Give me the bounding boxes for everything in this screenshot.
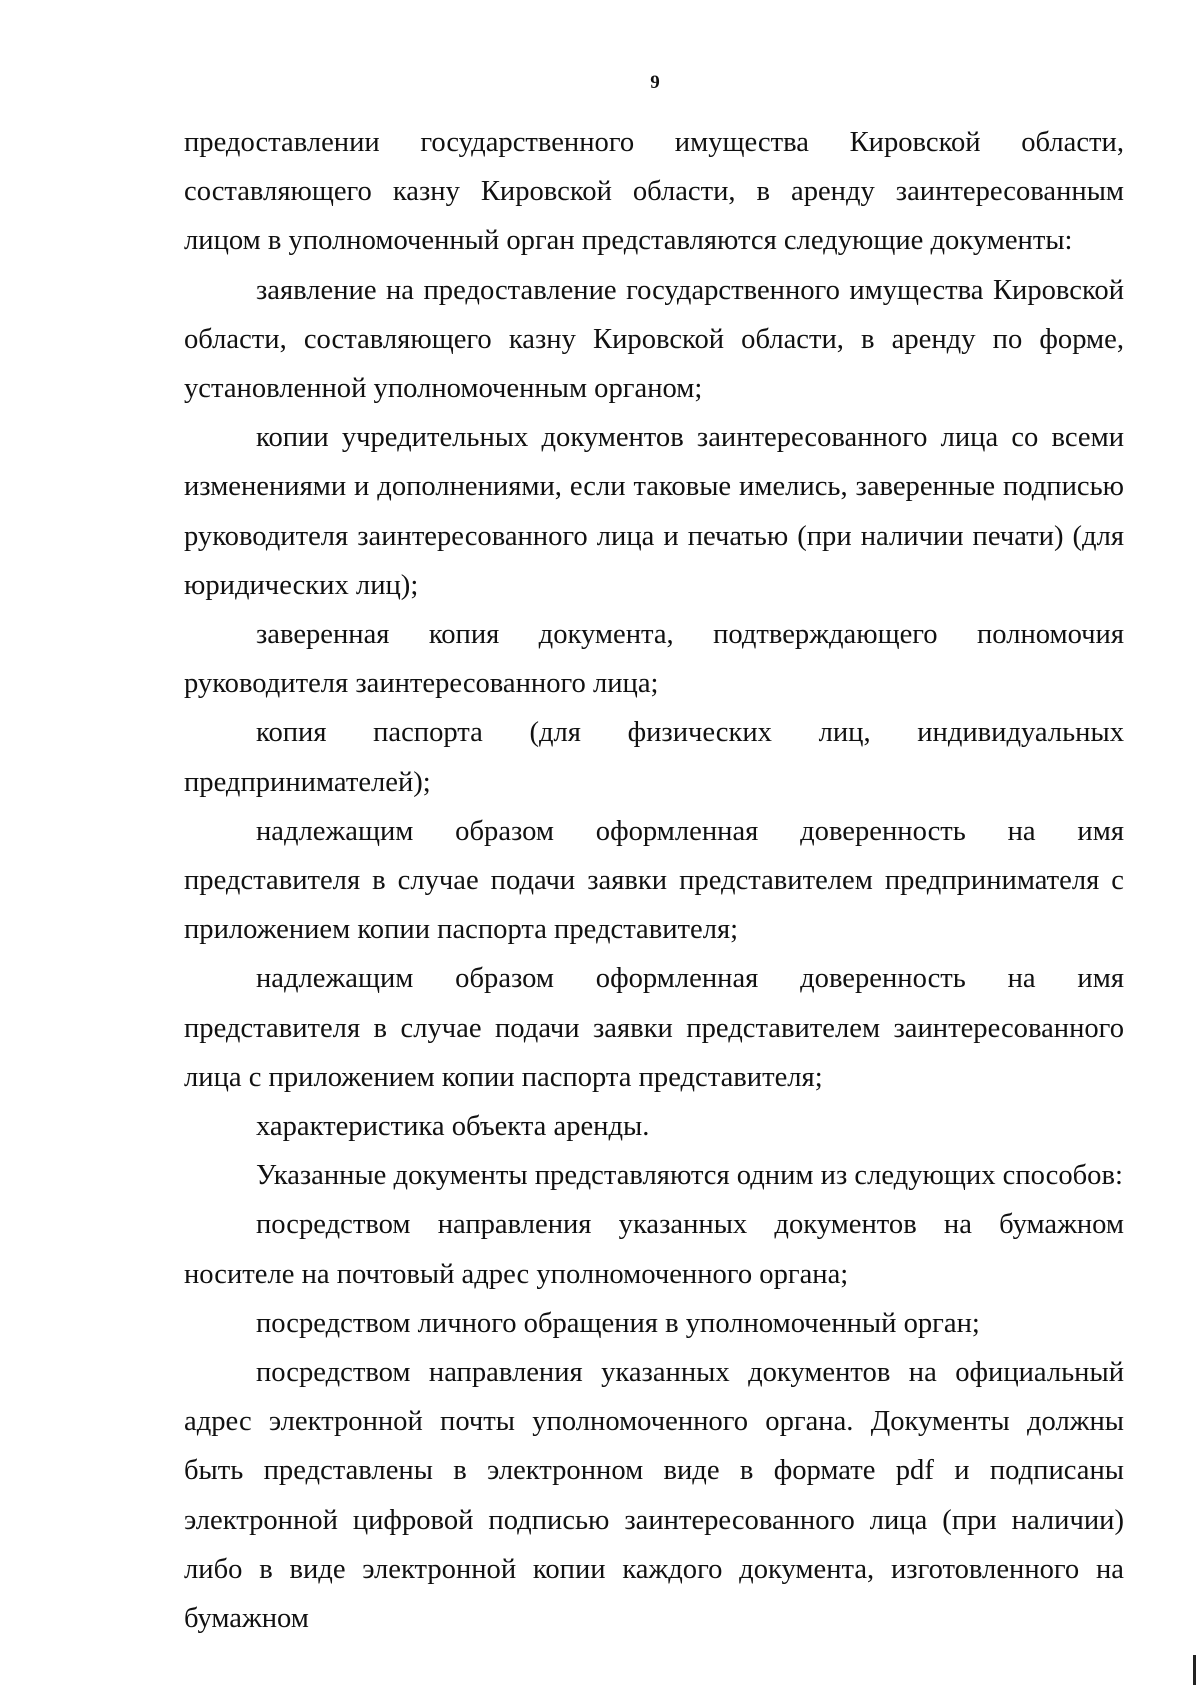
paragraph-power-of-attorney-party: надлежащим образом оформленная доверенность на имя представителя в случае подачи заявки представителем заинтересованного лица с приложением копии паспорта представителя; <box>184 963 1124 1093</box>
paragraph-object-characteristics: характеристика объекта аренды. <box>256 1111 650 1143</box>
document-body <box>184 118 1124 1643</box>
paragraph-founding-documents: копии учредительных документов заинтересованного лица со всеми изменениями и дополнениями, если таковые имелись, заверенные подписью руководителя заинтересованного лица и печатью (при наличии печати) (для юридических лиц); <box>184 422 1124 601</box>
paragraph-authority-document: заверенная копия документа, подтверждающего полномочия руководителя заинтересованного лица; <box>184 619 1124 700</box>
page-number: 9 <box>650 72 660 93</box>
paragraph-submission-methods: Указанные документы представляются одним из следующих способов: <box>256 1160 1123 1192</box>
paragraph-passport-copy: копия паспорта (для физических лиц, индивидуальных предпринимателей); <box>184 717 1124 798</box>
paragraph-method-post: посредством направления указанных документов на бумажном носителе на почтовый адрес уполномоченного органа; <box>184 1209 1124 1290</box>
paragraph-intro: предоставлении государственного имущества Кировской области, составляющего казну Кировской области, в аренду заинтересованным лицом в уполномоченный орган представляются следующие документы: <box>184 127 1124 257</box>
paragraph-method-email: посредством направления указанных документов на официальный адрес электронной почты уполномоченного органа. Документы должны быть представлены в электронном виде в формате pdf и подписаны электронной цифровой подписью заинтересованного лица (при наличии) либо в виде электронной копии каждого документа, изготовленного на бумажном <box>184 1357 1124 1635</box>
paragraph-application: заявление на предоставление государственного имущества Кировской области, составляющего казну Кировской области, в аренду по форме, установленной уполномоченным органом; <box>184 274 1124 405</box>
paragraph-power-of-attorney-entrepreneur: надлежащим образом оформленная доверенность на имя представителя в случае подачи заявки представителем предпринимателя с приложением копии паспорта представителя; <box>184 815 1124 946</box>
paragraph-method-in-person: посредством личного обращения в уполномоченный орган; <box>256 1307 980 1339</box>
scan-edge-mark <box>1193 1655 1196 1685</box>
